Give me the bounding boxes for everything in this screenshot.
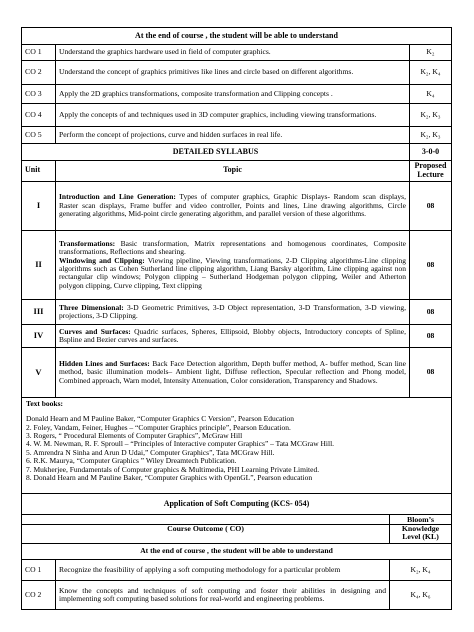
co-description: Understand the concept of graphics primitives like lines and circle based on different algorithms. xyxy=(56,61,410,85)
topic-heading: Windowing and Clipping: xyxy=(59,255,145,265)
unit-number: II xyxy=(22,230,56,299)
knowledge-level: K₂, K₄ xyxy=(390,560,452,581)
column-header-row xyxy=(22,515,452,544)
unit-number: III xyxy=(22,299,56,324)
course-title: Application of Soft Computing (KCS- 054) xyxy=(22,494,452,515)
topic-heading: Transformations: xyxy=(59,238,116,248)
co-description: Apply the concepts of and techniques used in 3D computer graphics, including viewing transformations. xyxy=(56,104,410,127)
outcome-header: At the end of course , the student will be able to understand xyxy=(22,28,452,45)
unit-topic xyxy=(56,324,410,347)
topic-column-header: Topic xyxy=(56,161,410,182)
outcome-header-row xyxy=(22,544,452,560)
unit-topic xyxy=(56,347,410,397)
knowledge-level: K₂, K₄ xyxy=(409,61,451,85)
lecture-count: 08 xyxy=(409,230,451,299)
outcome-header-row xyxy=(22,28,452,45)
lecture-count: 08 xyxy=(409,347,451,397)
topic-body: 3-D Geometric Primitives, 3-D Object representation, 3-D Transformation, 3-D viewing, projections, 3-D Clipping. xyxy=(59,302,406,320)
knowledge-level: K₂, K₃ xyxy=(409,104,451,127)
unit-row xyxy=(22,299,452,324)
ltp-value: 3-0-0 xyxy=(409,144,451,161)
outcome-row xyxy=(22,104,452,127)
co-label: CO 3 xyxy=(22,85,56,104)
lecture-column-header: Proposed Lecture xyxy=(409,161,451,182)
unit-row xyxy=(22,347,452,397)
outcome-row xyxy=(22,560,452,581)
outcome-row xyxy=(22,581,452,610)
co-label: CO 5 xyxy=(22,127,56,144)
co-description: Recognize the feasibility of applying a soft computing methodology for a particular problem xyxy=(56,560,390,581)
topic-heading: Three Dimensional: xyxy=(59,302,124,312)
unit-number: IV xyxy=(22,324,56,347)
topic-body: Types of computer graphics, Graphic Displays- Random scan displays, Raster scan displays, Frame buffer and video controller, Points and lines, Line drawing algorithms, Circle generating algorithms, Mid-point circle generating algorithm, and parallel version of these algorithms. xyxy=(59,192,406,219)
textbook-item: 8. Donald Hearn and M Pauline Baker, “Computer Graphics with OpenGL”, Pearson education xyxy=(26,473,313,483)
co-label: CO 2 xyxy=(22,581,56,610)
topic-body: Quadric surfaces, Spheres, Ellipsoid, Blobby objects, Introductory concepts of Spline, Bspline and Bezier curves and surfaces. xyxy=(59,326,406,344)
knowledge-level: K₂, K₃ xyxy=(409,127,451,144)
textbooks-heading: Text books: xyxy=(26,398,64,408)
soft-computing-outcome-table xyxy=(21,493,452,610)
unit-topic xyxy=(56,181,410,230)
outcome-column-header: Course Outcome ( CO) xyxy=(22,515,390,544)
outcome-header: At the end of course , the student will be able to understand xyxy=(22,544,452,560)
kl-column-header: Bloom’s Knowledge Level (KL) xyxy=(390,515,452,544)
unit-number: I xyxy=(22,181,56,230)
knowledge-level: K₂ xyxy=(409,45,451,61)
topic-heading: Curves and Surfaces: xyxy=(59,326,131,336)
co-label: CO 2 xyxy=(22,61,56,85)
knowledge-level: K₄ xyxy=(409,85,451,104)
lecture-count: 08 xyxy=(409,181,451,230)
syllabus-title-row xyxy=(22,144,452,161)
unit-row xyxy=(22,230,452,299)
unit-row xyxy=(22,181,452,230)
textbook-item: 2. Foley, Vandam, Feiner, Hughes – “Computer Graphics principle”, Pearson Education. xyxy=(26,422,291,432)
co-label: CO 1 xyxy=(22,560,56,581)
co-description: Apply the 2D graphics transformations, composite transformation and Clipping concepts . xyxy=(56,85,410,104)
unit-number: V xyxy=(22,347,56,397)
outcome-row xyxy=(22,45,452,61)
topic-body: Basic transformation, Matrix representations and homogenous coordinates, Composite transformations, Reflections and shearing. xyxy=(59,238,406,257)
textbook-item: 4. W. M. Newman, R. F. Sproull – “Principles of Interactive computer Graphics” – Tata MCGraw Hill. xyxy=(26,439,335,449)
co-description: Understand the graphics hardware used in field of computer graphics. xyxy=(56,45,410,61)
unit-topic xyxy=(56,230,410,299)
course-outcome-syllabus-table xyxy=(21,27,452,525)
topic-body: Viewing pipeline, Viewing transformations, 2-D Clipping algorithms-Line clipping algorithms such as Cohen Sutherland line clipping algorithm, Liang Barsky algorithm, Line clipping against non rectangular clip windows; Polygon clipping – Sutherland Hodgeman polygon clipping, Weiler and Atherton polygon clipping, Curve clipping, Text clipping xyxy=(59,255,406,290)
syllabus-title: DETAILED SYLLABUS xyxy=(22,144,410,161)
textbook-item: 7. Mukherjee, Fundamentals of Computer graphics & Multimedia, PHI Learning Private Limited. xyxy=(26,464,320,474)
textbook-item: 3. Rogers, “ Procedural Elements of Computer Graphics”, McGraw Hill xyxy=(26,431,243,441)
outcome-row xyxy=(22,127,452,144)
lecture-count: 08 xyxy=(409,299,451,324)
co-label: CO 1 xyxy=(22,45,56,61)
unit-topic xyxy=(56,299,410,324)
course-title-row xyxy=(22,494,452,515)
topic-heading: Hidden Lines and Surfaces: xyxy=(59,358,150,368)
syllabus-column-header-row xyxy=(22,161,452,182)
textbook-item: 6. R.K. Maurya, “Computer Graphics ” Wiley Dreamtech Publication. xyxy=(26,456,237,466)
lecture-count: 08 xyxy=(409,324,451,347)
co-label: CO 4 xyxy=(22,104,56,127)
topic-heading: Introduction and Line Generation: xyxy=(59,192,176,202)
co-description: Know the concepts and techniques of soft computing and foster their abilities in designing and implementing soft computing based solutions for real-world and engineering problems. xyxy=(56,581,390,610)
outcome-row xyxy=(22,85,452,104)
textbook-item: Donald Hearn and M Pauline Baker, “Computer Graphics C Version”, Pearson Education xyxy=(26,414,295,424)
topic-body: Back Face Detection algorithm, Depth buffer method, A- buffer method, Scan line method, basic illumination models– Ambient light, Diffuse reflection, Specular reflection and Phong model, Combined approach, Warn model, Intensity Attenuation, Color consideration, Transparency and Shadows. xyxy=(59,358,406,385)
co-description: Perform the concept of projections, curve and hidden surfaces in real life. xyxy=(56,127,410,144)
unit-column-header: Unit xyxy=(22,161,56,182)
unit-row xyxy=(22,324,452,347)
outcome-row xyxy=(22,61,452,85)
knowledge-level: K₄, K₆ xyxy=(390,581,452,610)
textbook-item: 5. Amrendra N Sinha and Arun D Udai,” Computer Graphics”, Tata MCGraw Hill. xyxy=(26,447,275,457)
